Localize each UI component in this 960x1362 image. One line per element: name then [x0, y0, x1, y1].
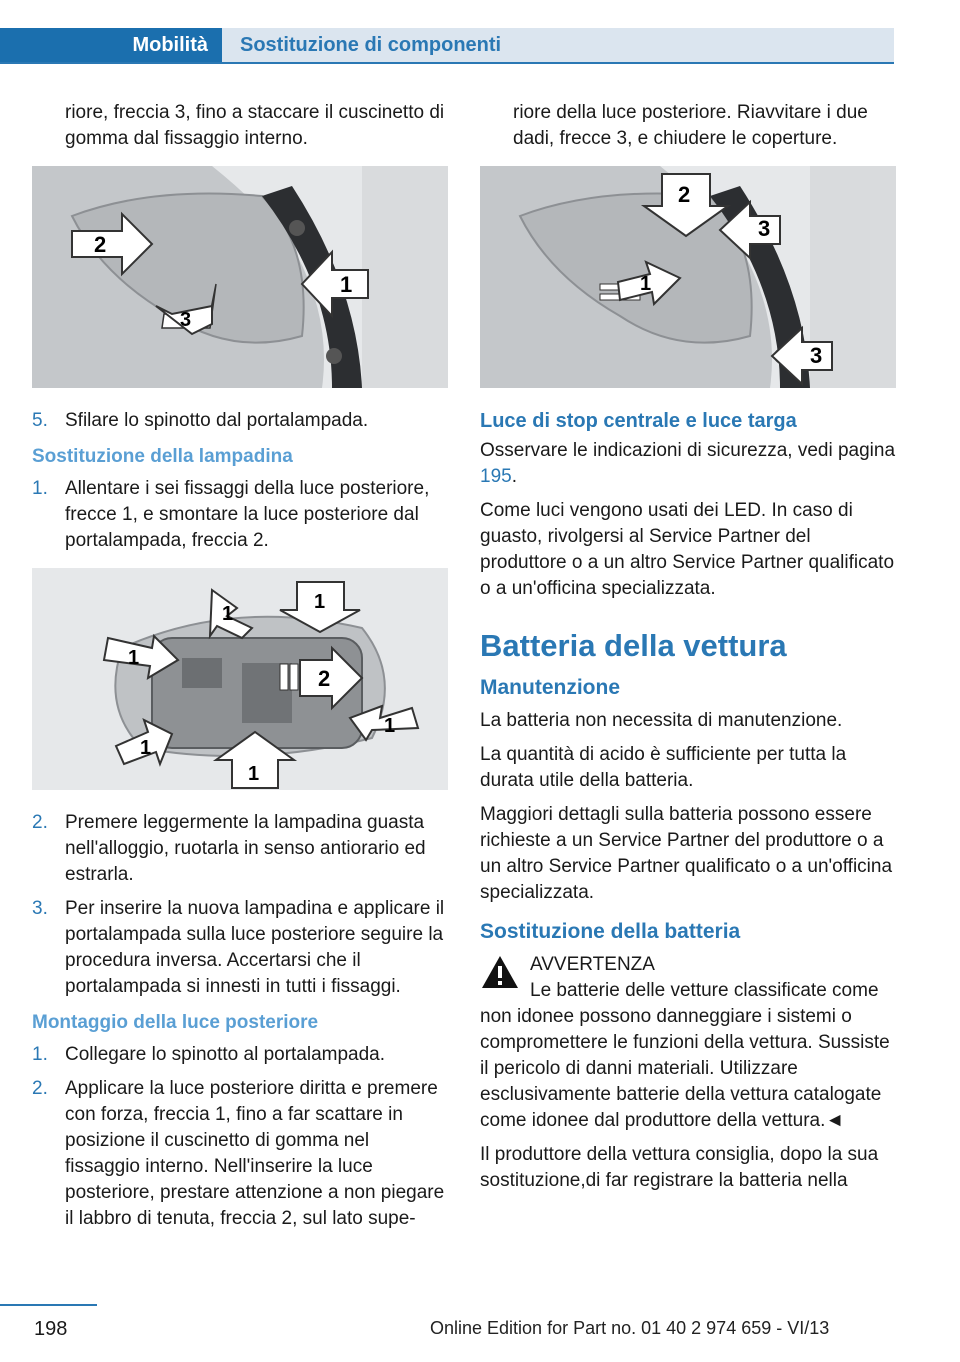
safety-reference: Osservare le indicazioni di sicurezza, vedi pagina 195.	[480, 440, 896, 487]
taillight-illustration	[32, 166, 448, 388]
svg-text:3: 3	[180, 309, 192, 331]
figure-lampholder	[32, 568, 448, 790]
svg-text:1: 1	[248, 763, 260, 785]
svg-text:1: 1	[128, 647, 140, 669]
svg-text:2: 2	[678, 182, 691, 207]
maintenance-p3: Maggiori dettagli sulla batteria possono essere richieste a un Service Partner del produttore o a un altro Service Partner qualificato o a un'officina specializzata.	[480, 804, 893, 903]
led-paragraph: Come luci vengono usati dei LED. In caso di guasto, rivolgersi al Service Partner del produttore o a un altro Service Partner qualificato o a un'officina specializzata.	[480, 500, 895, 599]
maintenance-p1: La batteria non necessita di manutenzione.	[480, 710, 843, 731]
heading-stop-light: Luce di stop centrale e luce targa	[480, 410, 797, 432]
heading-maintenance: Manutenzione	[480, 676, 620, 699]
lampholder-illustration	[32, 568, 448, 790]
svg-text:3: 3	[758, 216, 771, 241]
list2-item: 3. Per inserire la nuova lampadina e applicare il portalampada sulla luce posteriore seguire la procedura inversa. Accertarsi che il portalampada si innesti in tutti i fissaggi.	[32, 898, 445, 997]
svg-text:2: 2	[318, 666, 331, 691]
section-tab[interactable]: Mobilità	[0, 28, 222, 62]
page-link[interactable]: 195	[480, 466, 512, 487]
maintenance-p2: La quantità di acido è sufficiente per tutta la durata utile della batteria.	[480, 744, 847, 791]
list1-item: 1. Allentare i sei fissaggi della luce posteriore, frecce 1, e smontare la luce posteriore dal portalampada, freccia 2.	[32, 478, 430, 551]
svg-text:1: 1	[384, 715, 396, 737]
heading-bulb-replacement: Sostituzione della lampadina	[32, 446, 293, 467]
heading-battery-replacement: Sostituzione della batteria	[480, 920, 741, 943]
warning-block	[480, 952, 896, 978]
heading-battery: Batteria della vettura	[480, 628, 787, 663]
warning-triangle-icon	[480, 954, 520, 990]
footer-rule	[0, 1304, 97, 1306]
list3-item: 1. Collegare lo spinotto al portalampada.	[32, 1044, 386, 1065]
left-intro: riore, freccia 3, fino a staccare il cuscinetto di gomma dal fissaggio interno.	[65, 102, 445, 149]
left-column	[32, 100, 448, 1240]
warning-text: Le batterie delle vetture classificate come non idonee possono danneggiare i sistemi o compromettere le funzioni della vettura. Sussiste il pericolo di danni materiali. Utilizzare esclusivamente batterie della vettura catalogate come idonee dal produttore della vettura.◄	[480, 980, 890, 1131]
list2-item: 2. Premere leggermente la lampadina guasta nell'alloggio, ruotarla in senso antiorario ed estrarla.	[32, 812, 426, 885]
right-column	[480, 100, 896, 1202]
header-rule	[0, 62, 894, 64]
edition-info: Online Edition for Part no. 01 40 2 974 659 - VI/13	[430, 1318, 830, 1338]
page-header	[0, 0, 960, 62]
figure-taillight-install	[480, 166, 896, 388]
svg-text:1: 1	[222, 603, 234, 625]
warning-title: AVVERTENZA	[530, 954, 655, 975]
svg-text:2: 2	[94, 232, 107, 257]
right-intro: riore della luce posteriore. Riavvitare i due dadi, frecce 3, e chiudere le coperture.	[513, 102, 868, 149]
svg-text:1: 1	[640, 273, 652, 295]
svg-text:1: 1	[140, 737, 152, 759]
svg-text:1: 1	[314, 591, 326, 613]
battery-registration: Il produttore della vettura consiglia, dopo la sua sostituzione,di far registrare la batteria nella	[480, 1144, 879, 1191]
subsection-tab[interactable]: Sostituzione di componenti	[222, 28, 894, 62]
page-number: 198	[34, 1318, 68, 1340]
svg-text:1: 1	[340, 272, 353, 297]
figure-taillight-removal	[32, 166, 448, 388]
step-5: 5. Sfilare lo spinotto dal portalampada.	[32, 410, 369, 431]
list3-item: 2. Applicare la luce posteriore diritta e premere con forza, freccia 1, fino a far scattare in posizione il cuscinetto di gomma nel fissaggio interno. Nell'inserire la luce posteriore, prestare attenzione a non piegare il labbro di tenuta, freccia 2, sul lato supe-	[32, 1078, 445, 1229]
svg-text:3: 3	[810, 343, 823, 368]
taillight-install-illustration	[480, 166, 896, 388]
heading-taillight-mounting: Montaggio della luce posteriore	[32, 1012, 319, 1033]
